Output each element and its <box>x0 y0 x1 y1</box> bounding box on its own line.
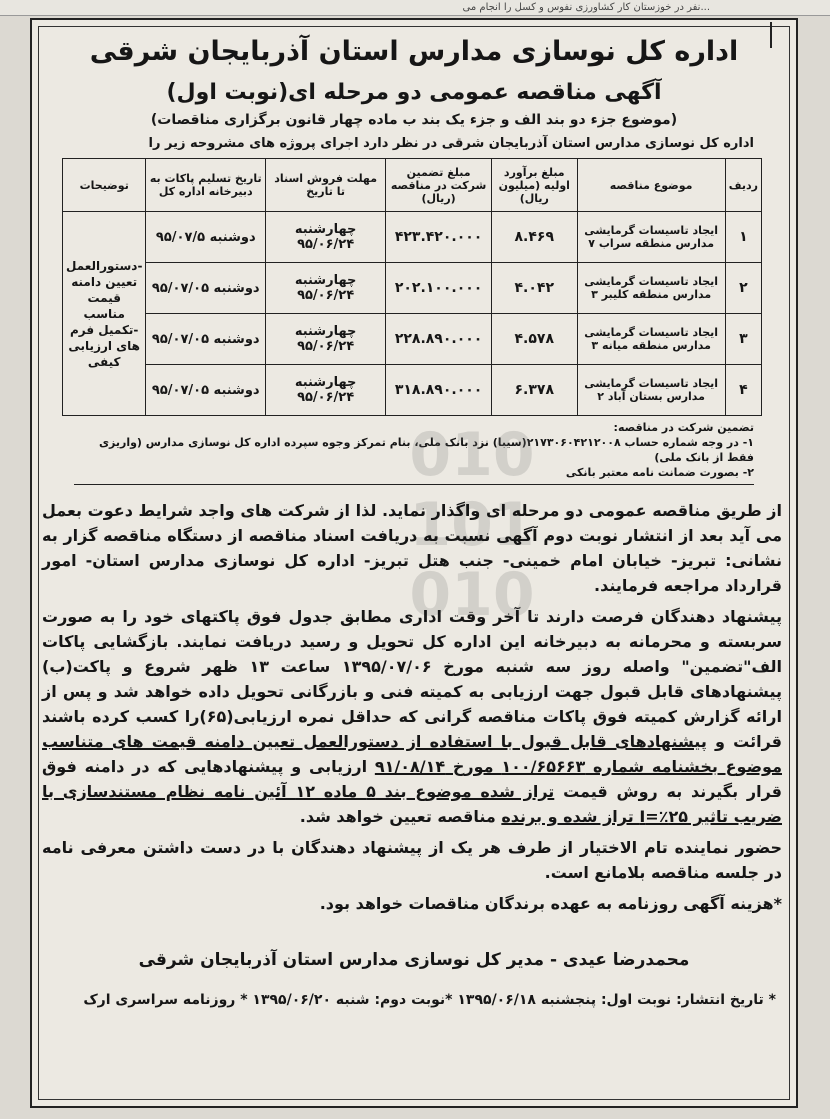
col-deadline: مهلت فروش اسناد تا تاریخ <box>266 159 386 212</box>
notice-body <box>42 498 782 922</box>
row-delivery: دوشنبه ۹۵/۰۷/۰۵ <box>146 314 266 365</box>
col-row: ردیف <box>725 159 761 212</box>
row-subject: ایجاد تاسیسات گرمایشی مدارس منطقه کلیبر ۳ <box>577 263 725 314</box>
row-deadline: چهارشنبه ۹۵/۰۶/۲۴ <box>266 365 386 416</box>
tender-table <box>62 158 762 416</box>
row-delivery: دوشنبه ۹۵/۰۷/۰۵ <box>146 365 266 416</box>
col-delivery: تاریخ تسلیم پاکات به دبیرخانه اداره کل <box>146 159 266 212</box>
guarantee-line-2: ۲- بصورت ضمانت نامه معتبر بانکی <box>565 466 754 479</box>
row-number: ۳ <box>725 314 761 365</box>
body-paragraph-2b: ارزیابی و پیشنهادهایی که در دامنه فوق قرار بگیرند به روش قیمت <box>42 757 783 801</box>
guarantee-block <box>74 420 754 485</box>
table-row <box>63 263 762 314</box>
row-estimate: ۸.۴۶۹ <box>492 212 577 263</box>
underlined-clause-1: پیشنهادهای قابل قبول با استفاده از دستورالعمل تعیین دامنه قیمت های متناسب موضوع بخشنامه شماره ۱۰۰/۶۵۶۶۳ مورخ ۹۱/۰۸/۱۴ <box>42 732 782 776</box>
underlined-clause-2: تراز شده موضوع بند ۵ ماده ۱۲ آئین نامه نظام مستندسازی با ضریب تاثیر ۲۵٪=I تراز شده و برنده <box>42 782 782 826</box>
row-delivery: دوشنبه ۹۵/۰۷/۵ <box>146 212 266 263</box>
row-delivery: دوشنبه ۹۵/۰۷/۰۵ <box>146 263 266 314</box>
notice-title: اداره کل نوسازی مدارس استان آذربایجان شرقی <box>89 36 739 67</box>
body-paragraph-2 <box>42 604 782 829</box>
col-guarantee: مبلغ تضمین شرکت در مناقصه (ریال) <box>386 159 492 212</box>
row-number: ۲ <box>725 263 761 314</box>
body-paragraph-2c: مناقصه تعیین خواهد شد. <box>299 807 502 826</box>
table-row <box>63 314 762 365</box>
row-deadline: چهارشنبه ۹۵/۰۶/۲۴ <box>266 212 386 263</box>
tender-notice <box>30 18 798 1108</box>
row-estimate: ۶.۳۷۸ <box>492 365 577 416</box>
notes-cell: -دستورالعمل تعیین دامنه قیمت مناسب -تکمیل فرم های ارزیابی کیفی <box>63 212 146 416</box>
notice-subtitle: آگهی مناقصه عمومی دو مرحله ای(نوبت اول) <box>166 80 662 105</box>
body-paragraph-2a: پیشنهاد دهندگان فرصت دارند تا آخر وقت اداری مطابق جدول فوق پاکتهای خود را به صورت سربسته و محرمانه به دبیرخانه این اداره کل تحویل و رسید دریافت نمایند. بازگشایی پاکات الف"تضمین" واصله روز سه شنبه مورخ ۱۳۹۵/۰۷/۰۶ ساعت ۱۳ ظهر شروع و پاکت(ب) پیشنهادهای قابل قبول جهت ارزیابی به کمیته فنی و بازرگانی تحویل داده خواهد شد و پس از ارائه گزارش کمیته فوق پاکات مناقصه گرانی که حداقل نمره ارزیابی(۶۵)را کسب کرده باشند قرائت و <box>42 607 782 751</box>
signature-line: محمدرضا عیدی - مدیر کل نوسازی مدارس استان آذربایجان شرقی <box>138 950 690 970</box>
row-estimate: ۴.۵۷۸ <box>492 314 577 365</box>
watermark: 010 101 010 <box>409 420 535 630</box>
body-paragraph-1: از طریق مناقصه عمومی دو مرحله ای واگذار نماید. لذا از شرکت های واجد شرایط دعوت بعمل می آید بعد از انتشار نوبت دوم آگهی نسبت به دریافت اسناد مناقصه از دستگاه مناقصه گزار به نشانی: تبریز- خیابان امام خمینی- جنب هتل تبریز- اداره کل نوسازی مدارس استان- امور قرارداد مراجعه فرمایند. <box>42 501 782 595</box>
table-header-row <box>63 159 762 212</box>
col-notes: توضیحات <box>63 159 146 212</box>
row-subject: ایجاد تاسیسات گرمایشی مدارس منطقه میانه ۳ <box>577 314 725 365</box>
row-subject: ایجاد تاسیسات گرمایشی مدارس منطقه سراب ۷ <box>577 212 725 263</box>
row-guarantee: ۳۱۸.۸۹۰.۰۰۰ <box>386 365 492 416</box>
row-number: ۴ <box>725 365 761 416</box>
publication-dates: * تاریخ انتشار: نوبت اول: پنجشنبه ۱۳۹۵/۰۶/۱۸ *نوبت دوم: شنبه ۱۳۹۵/۰۶/۲۰ * روزنامه سراسری ارک <box>83 992 776 1008</box>
body-paragraph-4: *هزینه آگهی روزنامه به عهده برندگان مناقصات خواهد بود. <box>319 894 782 913</box>
table-row <box>63 365 762 416</box>
row-guarantee: ۴۲۳.۴۲۰.۰۰۰ <box>386 212 492 263</box>
notice-legal-note: (موضوع جزء دو بند الف و جزء یک بند ب ماده چهار قانون برگزاری مناقصات) <box>150 112 678 128</box>
row-subject: ایجاد تاسیسات گرمایشی مدارس بستان آباد ۲ <box>577 365 725 416</box>
row-deadline: چهارشنبه ۹۵/۰۶/۲۴ <box>266 314 386 365</box>
row-guarantee: ۲۲۸.۸۹۰.۰۰۰ <box>386 314 492 365</box>
body-paragraph-3: حضور نماینده تام الاختیار از طرف هر یک از پیشنهاد دهندگان با در دست داشتن معرفی نامه در جلسه مناقصه بلامانع است. <box>42 838 782 882</box>
col-subject: موضوع مناقصه <box>577 159 725 212</box>
row-number: ۱ <box>725 212 761 263</box>
row-estimate: ۴.۰۴۲ <box>492 263 577 314</box>
row-deadline: چهارشنبه ۹۵/۰۶/۲۴ <box>266 263 386 314</box>
notice-intro: اداره کل نوسازی مدارس استان آذربایجان شرقی در نظر دارد اجرای پروژه های مشروحه زیر را <box>148 136 754 151</box>
row-guarantee: ۲۰۲.۱۰۰.۰۰۰ <box>386 263 492 314</box>
previous-article-strip: ...نفر در خوزستان کار کشاورزی نفوس و کسل را انجام می <box>0 0 830 16</box>
guarantee-title: تضمین شرکت در مناقصه: <box>613 421 754 434</box>
col-estimate: مبلغ برآورد اولیه (میلیون ریال) <box>492 159 577 212</box>
table-row <box>63 212 762 263</box>
guarantee-line-1: ۱- در وجه شماره حساب ۲۱۷۳۰۶۰۴۲۱۲۰۰۸(سیبا) نزد بانک ملی، بنام تمرکز وجوه سپرده اداره کل نوسازی مدارس (واریزی فقط از بانک ملی) <box>98 436 754 464</box>
